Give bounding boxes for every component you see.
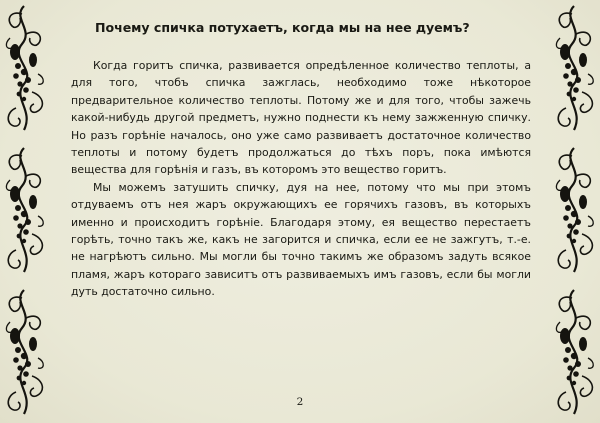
floral-vine-ornament-icon: [2, 288, 48, 418]
page-title: Почему спичка потухаетъ, когда мы на нее дуемъ?: [95, 20, 470, 35]
page-number: 2: [296, 396, 304, 408]
floral-vine-ornament-icon: [2, 146, 48, 276]
paragraph: Мы можемъ затушить спичку, дуя на нее, потому что мы при этомъ отдуваемъ отъ нея жаръ окружающихъ ее горячихъ газовъ, въ которыхъ именно и происходитъ горѣнiе. Благодаря этому, ея вещество перестаетъ горѣть, точно такъ же, какъ не загорится и спичка, если ее не зажгутъ, т.-е. не нагрѣютъ сильно. Мы могли бы точно такимъ же образомъ задуть всякое пламя, жаръ котораго зависитъ отъ развиваемыхъ имъ газовъ, если бы могли дуть достаточно сильно.: [71, 180, 531, 299]
body-text: [71, 57, 531, 301]
floral-vine-ornament-icon: [552, 4, 598, 134]
floral-vine-ornament-icon: [2, 4, 48, 134]
floral-vine-ornament-icon: [552, 288, 598, 418]
paragraph: Когда горитъ спичка, развивается опредѣленное количество теплоты, а для того, чтобъ спичка зажглась, необходимо тоже нѣкоторое предварительное количество теплоты. Потому же и для того, чтобы зажечь какой-нибудь другой предметъ, нужно поднести къ нему зажженную спичку. Но разъ горѣнiе началось, оно уже само развиваетъ достаточное количество теплоты и потому будетъ продолжаться до тѣхъ поръ, пока имѣются вещества для горѣнiя и газъ, въ которомъ это вещество горитъ.: [71, 59, 531, 177]
floral-vine-ornament-icon: [552, 146, 598, 276]
